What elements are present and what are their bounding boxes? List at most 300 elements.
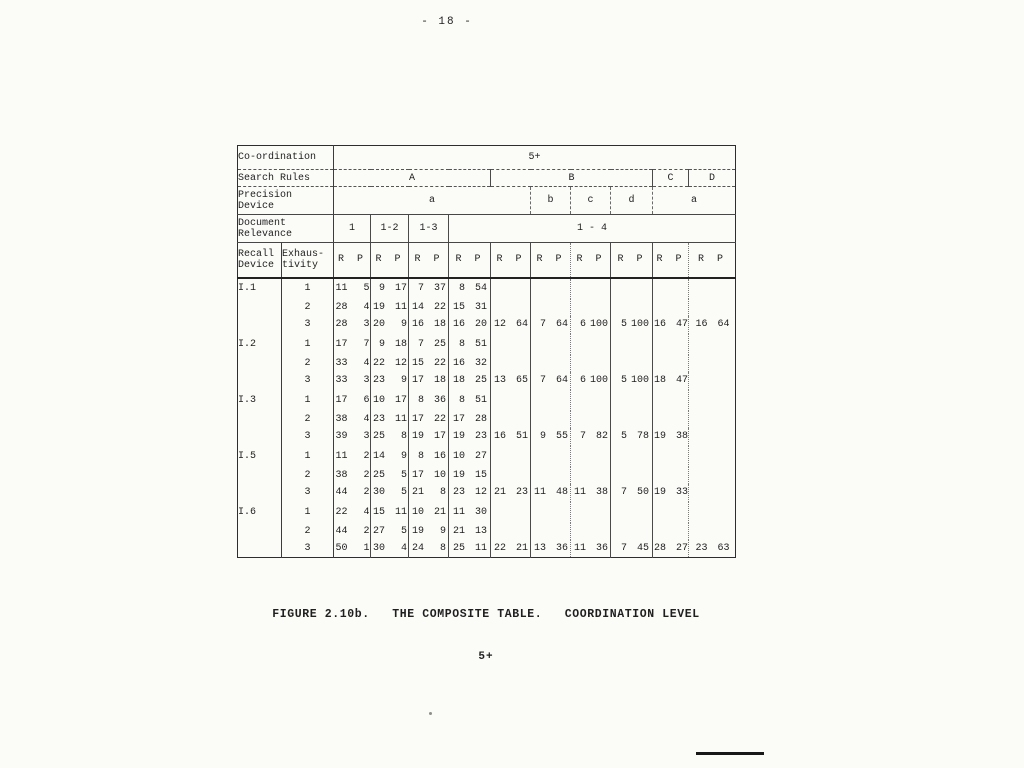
search-rule-D: D bbox=[689, 170, 736, 187]
precision-value: 2 bbox=[363, 525, 370, 537]
precision-value: 51 bbox=[475, 394, 488, 406]
recall-value: R bbox=[656, 254, 663, 266]
recall-value: 21 bbox=[453, 525, 466, 537]
recall-value: R bbox=[617, 254, 624, 266]
rp-value-pair bbox=[334, 470, 370, 481]
recall-value: 16 bbox=[412, 319, 425, 331]
rp-cell bbox=[571, 372, 611, 390]
precision-value: 54 bbox=[475, 283, 488, 294]
rp-value-pair bbox=[334, 302, 370, 313]
exhaustivity-value: 2 bbox=[282, 411, 334, 429]
precision-value: 48 bbox=[556, 487, 569, 499]
recall-value: 11 bbox=[453, 506, 466, 518]
recall-value: 11 bbox=[574, 487, 587, 499]
precision-value: 30 bbox=[475, 506, 488, 518]
precision-value: 27 bbox=[676, 543, 689, 554]
recall-value: 8 bbox=[418, 394, 425, 406]
search-rule-C: C bbox=[653, 170, 689, 187]
table-row bbox=[238, 484, 736, 502]
recall-value: 17 bbox=[412, 375, 425, 387]
rp-cell bbox=[653, 299, 689, 317]
rp-cell bbox=[689, 334, 736, 355]
rp-value-pair bbox=[409, 451, 448, 462]
recall-device-label: Recall Device bbox=[238, 243, 282, 278]
recall-value: 19 bbox=[453, 431, 466, 443]
rp-cell bbox=[371, 372, 409, 390]
precision-value: 5 bbox=[401, 469, 408, 481]
recall-device-I.6 bbox=[238, 523, 282, 541]
rp-cell bbox=[571, 299, 611, 317]
rp-cell bbox=[653, 334, 689, 355]
precision-value: 18 bbox=[434, 319, 447, 331]
precision-value: 64 bbox=[556, 375, 569, 387]
table-row bbox=[238, 428, 736, 446]
precision-value: 28 bbox=[475, 413, 488, 425]
rp-cell bbox=[571, 334, 611, 355]
precision-value: 38 bbox=[596, 487, 609, 499]
precision-value: 51 bbox=[475, 338, 488, 350]
exhaustivity-value: 1 bbox=[282, 278, 334, 299]
rp-value-pair bbox=[409, 375, 448, 386]
precision-value: 37 bbox=[434, 283, 447, 294]
rp-cell bbox=[491, 390, 531, 411]
rp-value-pair bbox=[371, 375, 408, 386]
rp-cell bbox=[611, 467, 653, 485]
rp-header-pair bbox=[531, 254, 570, 265]
rp-cell bbox=[689, 316, 736, 334]
table-row bbox=[238, 187, 736, 215]
recall-value: 10 bbox=[412, 506, 425, 518]
recall-device-I.6 bbox=[238, 540, 282, 558]
scan-artifact-line bbox=[696, 752, 764, 755]
recall-value: 21 bbox=[412, 487, 425, 499]
precision-value: 38 bbox=[676, 431, 689, 443]
precision-value: 23 bbox=[475, 431, 488, 443]
recall-value: 21 bbox=[494, 487, 507, 499]
rp-cell bbox=[531, 446, 571, 467]
rp-cell bbox=[531, 523, 571, 541]
recall-device-I.5: I.5 bbox=[238, 446, 282, 467]
composite-table bbox=[237, 145, 736, 558]
rp-cell bbox=[449, 390, 491, 411]
rp-cell bbox=[409, 484, 449, 502]
rp-value-pair bbox=[491, 319, 530, 330]
precision-value: 9 bbox=[440, 525, 447, 537]
precision-value: 100 bbox=[631, 319, 650, 331]
precision-value: 25 bbox=[434, 338, 447, 350]
rp-value-pair bbox=[491, 487, 530, 498]
rp-cell bbox=[653, 278, 689, 299]
rp-value-pair bbox=[611, 487, 652, 498]
rp-value-pair bbox=[531, 487, 570, 498]
rp-cell bbox=[689, 278, 736, 299]
recall-value: 19 bbox=[412, 525, 425, 537]
recall-value: 7 bbox=[540, 375, 547, 387]
rp-column-header-8 bbox=[611, 243, 653, 278]
precision-value: 11 bbox=[395, 301, 408, 313]
rp-cell bbox=[611, 411, 653, 429]
precision-value: 64 bbox=[717, 319, 730, 331]
rp-cell bbox=[334, 372, 371, 390]
recall-value: 28 bbox=[654, 543, 667, 554]
recall-value: 23 bbox=[695, 543, 708, 554]
recall-value: 38 bbox=[335, 413, 348, 425]
precision-value: 1 bbox=[363, 543, 370, 554]
rp-value-pair bbox=[571, 375, 610, 386]
rp-value-pair bbox=[409, 395, 448, 406]
relevance-3: 1-3 bbox=[409, 215, 449, 243]
precision-value: 23 bbox=[516, 487, 529, 499]
rp-column-header-2 bbox=[371, 243, 409, 278]
precision-value: P bbox=[433, 254, 440, 266]
rp-cell bbox=[491, 316, 531, 334]
rp-value-pair bbox=[371, 339, 408, 350]
rp-cell bbox=[531, 502, 571, 523]
rp-cell bbox=[689, 523, 736, 541]
recall-device-I.3: I.3 bbox=[238, 390, 282, 411]
rp-cell bbox=[689, 484, 736, 502]
rp-cell bbox=[571, 467, 611, 485]
figure-caption-text: FIGURE 2.10b. THE COMPOSITE TABLE. COORDINATION LEVEL bbox=[272, 608, 700, 621]
recall-value: 6 bbox=[580, 375, 587, 387]
rp-cell bbox=[571, 390, 611, 411]
recall-device-I.6: I.6 bbox=[238, 502, 282, 523]
recall-value: 19 bbox=[453, 469, 466, 481]
precision-value: 64 bbox=[556, 319, 569, 331]
rp-column-header-10 bbox=[689, 243, 736, 278]
precision-value: 78 bbox=[637, 431, 650, 443]
rp-value-pair bbox=[611, 431, 652, 442]
recall-value: 22 bbox=[335, 506, 348, 518]
precision-value: 16 bbox=[434, 450, 447, 462]
exhaustivity-value: 1 bbox=[282, 390, 334, 411]
rp-cell bbox=[449, 299, 491, 317]
recall-device-I.1 bbox=[238, 316, 282, 334]
rp-cell bbox=[409, 278, 449, 299]
precision-value: 2 bbox=[363, 469, 370, 481]
recall-device-I.2: I.2 bbox=[238, 334, 282, 355]
precision-value: 3 bbox=[363, 431, 370, 443]
rp-cell bbox=[611, 316, 653, 334]
recall-value: 17 bbox=[335, 338, 348, 350]
recall-value: 25 bbox=[453, 543, 466, 554]
recall-value: 30 bbox=[373, 543, 386, 554]
rp-value-pair bbox=[653, 319, 688, 330]
precision-value: P bbox=[555, 254, 562, 266]
rp-cell bbox=[689, 411, 736, 429]
recall-value: 28 bbox=[335, 301, 348, 313]
precision-device-a-4: a bbox=[653, 187, 736, 215]
recall-value: R bbox=[496, 254, 503, 266]
rp-value-pair bbox=[449, 526, 490, 537]
rp-value-pair bbox=[611, 543, 652, 554]
recall-device-I.2 bbox=[238, 372, 282, 390]
rp-cell bbox=[491, 278, 531, 299]
rp-cell bbox=[334, 540, 371, 558]
precision-value: 2 bbox=[363, 450, 370, 462]
rp-value-pair bbox=[611, 319, 652, 330]
rp-cell bbox=[531, 372, 571, 390]
rp-value-pair bbox=[449, 543, 490, 554]
rp-cell bbox=[491, 299, 531, 317]
recall-value: 17 bbox=[412, 413, 425, 425]
rp-value-pair bbox=[531, 319, 570, 330]
recall-value: 8 bbox=[459, 394, 466, 406]
rp-cell bbox=[334, 316, 371, 334]
precision-value: 100 bbox=[590, 319, 609, 331]
rp-cell bbox=[449, 355, 491, 373]
rp-cell bbox=[653, 523, 689, 541]
precision-value: 100 bbox=[590, 375, 609, 387]
precision-value: 9 bbox=[401, 375, 408, 387]
recall-value: 12 bbox=[494, 319, 507, 331]
rp-cell bbox=[571, 484, 611, 502]
recall-value: 15 bbox=[453, 301, 466, 313]
precision-value: 47 bbox=[676, 375, 689, 387]
precision-value: 4 bbox=[363, 413, 370, 425]
rp-value-pair bbox=[611, 375, 652, 386]
precision-value: P bbox=[357, 254, 364, 266]
precision-value: 10 bbox=[434, 469, 447, 481]
recall-value: 8 bbox=[459, 338, 466, 350]
precision-value: 64 bbox=[516, 319, 529, 331]
rp-cell bbox=[531, 390, 571, 411]
rp-cell bbox=[371, 540, 409, 558]
rp-header-pair bbox=[371, 254, 408, 265]
exhaustivity-value: 3 bbox=[282, 428, 334, 446]
rp-value-pair bbox=[531, 431, 570, 442]
rp-cell bbox=[334, 467, 371, 485]
rp-value-pair bbox=[571, 319, 610, 330]
rp-value-pair bbox=[653, 487, 688, 498]
recall-value: 16 bbox=[453, 319, 466, 331]
rp-cell bbox=[653, 467, 689, 485]
precision-value: 21 bbox=[434, 506, 447, 518]
rp-cell bbox=[689, 467, 736, 485]
table-row bbox=[238, 467, 736, 485]
precision-value: 82 bbox=[596, 431, 609, 443]
rp-value-pair bbox=[409, 543, 448, 554]
rp-cell bbox=[491, 484, 531, 502]
recall-value: 9 bbox=[379, 283, 386, 294]
recall-value: 16 bbox=[453, 357, 466, 369]
precision-device-c-2: c bbox=[571, 187, 611, 215]
rp-cell bbox=[371, 334, 409, 355]
rp-cell bbox=[491, 446, 531, 467]
recall-value: 17 bbox=[412, 469, 425, 481]
precision-value: 22 bbox=[434, 301, 447, 313]
recall-value: 19 bbox=[654, 431, 667, 443]
rp-cell bbox=[571, 411, 611, 429]
precision-value: P bbox=[636, 254, 643, 266]
table-row bbox=[238, 215, 736, 243]
rp-cell bbox=[334, 390, 371, 411]
rp-value-pair bbox=[531, 543, 570, 554]
recall-value: 5 bbox=[621, 431, 628, 443]
rp-value-pair bbox=[491, 431, 530, 442]
search-rules-label: Search Rules bbox=[238, 170, 334, 187]
precision-value: 51 bbox=[516, 431, 529, 443]
rp-column-header-6 bbox=[531, 243, 571, 278]
rp-cell bbox=[371, 502, 409, 523]
rp-cell bbox=[689, 502, 736, 523]
rp-value-pair bbox=[409, 507, 448, 518]
rp-value-pair bbox=[371, 526, 408, 537]
rp-value-pair bbox=[449, 358, 490, 369]
recall-value: 33 bbox=[335, 357, 348, 369]
recall-value: 11 bbox=[335, 283, 348, 294]
rp-value-pair bbox=[334, 283, 370, 294]
coordination-label: Co-ordination bbox=[238, 146, 334, 170]
recall-value: 22 bbox=[494, 543, 507, 554]
rp-header-pair bbox=[334, 254, 370, 265]
precision-value: 8 bbox=[401, 431, 408, 443]
rp-column-header-1 bbox=[334, 243, 371, 278]
rp-cell bbox=[653, 502, 689, 523]
precision-value: 21 bbox=[516, 543, 529, 554]
table-row bbox=[238, 170, 736, 187]
exhaustivity-value: 2 bbox=[282, 299, 334, 317]
rp-cell bbox=[449, 523, 491, 541]
rp-value-pair bbox=[371, 451, 408, 462]
recall-value: R bbox=[375, 254, 382, 266]
recall-value: 5 bbox=[621, 319, 628, 331]
rp-cell bbox=[653, 540, 689, 558]
recall-value: 11 bbox=[335, 450, 348, 462]
rp-cell bbox=[571, 523, 611, 541]
precision-value: 17 bbox=[434, 431, 447, 443]
rp-value-pair bbox=[371, 507, 408, 518]
rp-cell bbox=[611, 523, 653, 541]
rp-cell bbox=[653, 390, 689, 411]
precision-value: 20 bbox=[475, 319, 488, 331]
rp-cell bbox=[409, 316, 449, 334]
recall-value: 44 bbox=[335, 487, 348, 499]
rp-cell bbox=[611, 390, 653, 411]
coordination-value: 5+ bbox=[334, 146, 736, 170]
precision-value: 11 bbox=[395, 506, 408, 518]
rp-cell bbox=[571, 355, 611, 373]
rp-cell bbox=[653, 372, 689, 390]
rp-cell bbox=[653, 355, 689, 373]
precision-device-b-1: b bbox=[531, 187, 571, 215]
rp-cell bbox=[449, 278, 491, 299]
recall-value: 15 bbox=[373, 506, 386, 518]
rp-cell bbox=[449, 411, 491, 429]
rp-value-pair bbox=[409, 302, 448, 313]
rp-header-pair bbox=[571, 254, 610, 265]
precision-value: 55 bbox=[556, 431, 569, 443]
rp-value-pair bbox=[371, 358, 408, 369]
rp-cell bbox=[611, 428, 653, 446]
recall-value: 11 bbox=[534, 487, 547, 499]
table-row bbox=[238, 446, 736, 467]
rp-cell bbox=[611, 446, 653, 467]
recall-value: 9 bbox=[540, 431, 547, 443]
rp-cell bbox=[334, 523, 371, 541]
figure-caption bbox=[200, 582, 772, 689]
rp-cell bbox=[371, 523, 409, 541]
rp-value-pair bbox=[449, 302, 490, 313]
rp-header-pair bbox=[491, 254, 530, 265]
recall-value: 30 bbox=[373, 487, 386, 499]
rp-cell bbox=[334, 502, 371, 523]
rp-cell bbox=[611, 372, 653, 390]
recall-device-I.3 bbox=[238, 428, 282, 446]
precision-device-a-0: a bbox=[334, 187, 531, 215]
exhaustivity-value: 1 bbox=[282, 502, 334, 523]
recall-device-I.5 bbox=[238, 484, 282, 502]
recall-value: 44 bbox=[335, 525, 348, 537]
precision-value: P bbox=[595, 254, 602, 266]
precision-value: 27 bbox=[475, 450, 488, 462]
rp-header-pair bbox=[689, 254, 735, 265]
rp-value-pair bbox=[334, 543, 370, 554]
recall-value: 7 bbox=[418, 338, 425, 350]
rp-cell bbox=[371, 467, 409, 485]
precision-value: 33 bbox=[676, 487, 689, 499]
recall-value: 19 bbox=[654, 487, 667, 499]
precision-value: P bbox=[515, 254, 522, 266]
rp-value-pair bbox=[334, 451, 370, 462]
figure-caption-level: 5+ bbox=[478, 651, 494, 663]
recall-value: 6 bbox=[580, 319, 587, 331]
rp-value-pair bbox=[371, 283, 408, 294]
recall-value: 23 bbox=[373, 413, 386, 425]
exhaustivity-value: 3 bbox=[282, 484, 334, 502]
recall-value: 16 bbox=[695, 319, 708, 331]
rp-value-pair bbox=[371, 431, 408, 442]
rp-value-pair bbox=[334, 319, 370, 330]
recall-value: 27 bbox=[373, 525, 386, 537]
precision-value: 5 bbox=[401, 525, 408, 537]
table-row bbox=[238, 411, 736, 429]
rp-cell bbox=[689, 372, 736, 390]
rp-cell bbox=[409, 446, 449, 467]
recall-value: 14 bbox=[373, 450, 386, 462]
precision-value: 12 bbox=[395, 357, 408, 369]
scan-artifact-dot bbox=[429, 712, 432, 715]
recall-value: 28 bbox=[335, 319, 348, 331]
table-row bbox=[238, 316, 736, 334]
rp-value-pair bbox=[449, 395, 490, 406]
rp-cell bbox=[449, 372, 491, 390]
recall-value: 20 bbox=[373, 319, 386, 331]
precision-value: 63 bbox=[717, 543, 730, 554]
rp-cell bbox=[334, 334, 371, 355]
rp-value-pair bbox=[371, 319, 408, 330]
recall-value: 15 bbox=[412, 357, 425, 369]
recall-value: 5 bbox=[621, 375, 628, 387]
rp-value-pair bbox=[571, 431, 610, 442]
precision-value: 4 bbox=[363, 357, 370, 369]
precision-value: 2 bbox=[363, 487, 370, 499]
table-row bbox=[238, 355, 736, 373]
rp-cell bbox=[409, 390, 449, 411]
recall-device-I.1: I.1 bbox=[238, 278, 282, 299]
recall-value: 17 bbox=[335, 394, 348, 406]
rp-value-pair bbox=[409, 283, 448, 294]
rp-value-pair bbox=[334, 395, 370, 406]
rp-cell bbox=[571, 446, 611, 467]
rp-value-pair bbox=[409, 526, 448, 537]
precision-value: 9 bbox=[401, 319, 408, 331]
exhaustivity-value: 3 bbox=[282, 316, 334, 334]
rp-cell bbox=[611, 502, 653, 523]
precision-device-label: Precision Device bbox=[238, 187, 334, 215]
rp-cell bbox=[653, 446, 689, 467]
recall-value: 22 bbox=[373, 357, 386, 369]
